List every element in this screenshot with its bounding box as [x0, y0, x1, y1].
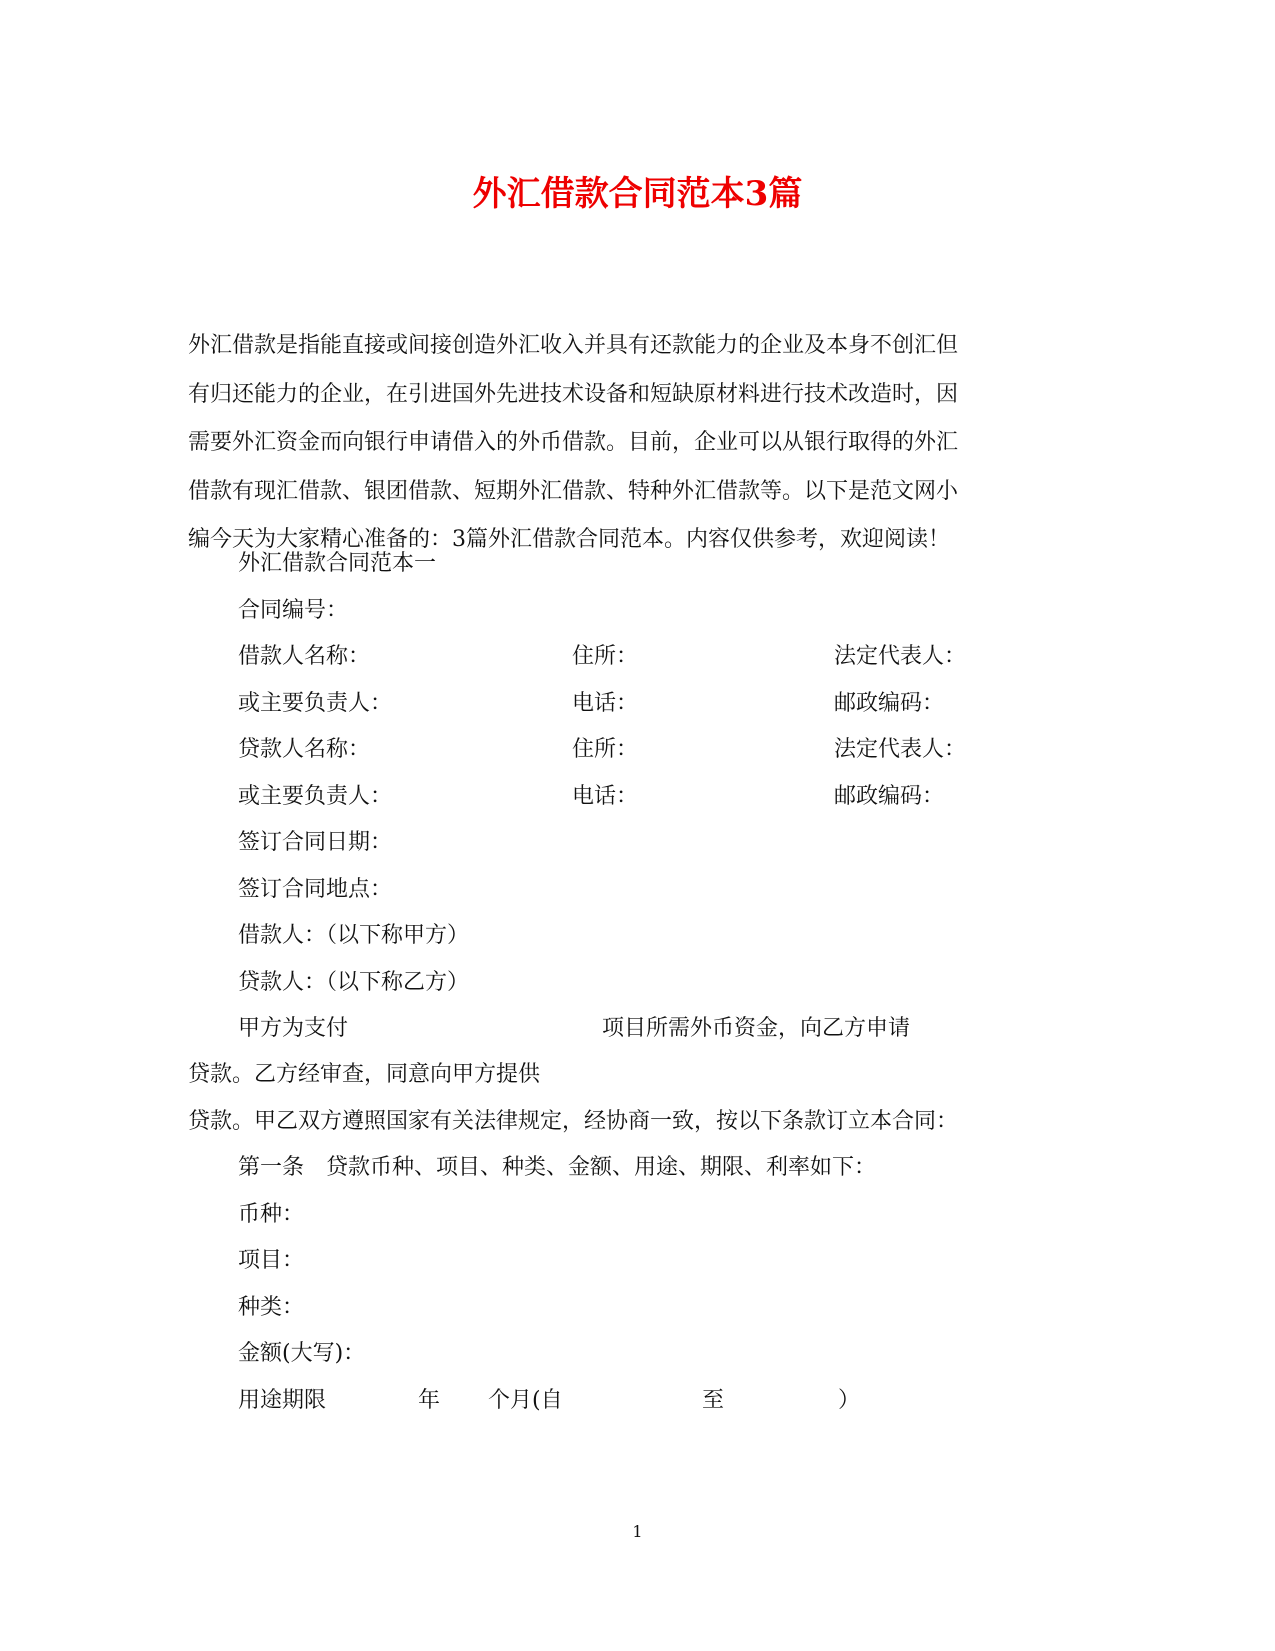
page-number: 1: [632, 1522, 643, 1541]
lender-address-label: 住所：: [572, 737, 639, 762]
intro-paragraph: [188, 322, 1068, 565]
intro-line: 需要外汇资金而向银行申请借入的外币借款。目前，企业可以从银行取得的外汇: [188, 430, 959, 455]
sign-place-label: 签订合同地点：: [238, 877, 393, 902]
contract-number-label: 合同编号：: [238, 598, 349, 623]
lender-postcode-label: 邮政编码：: [834, 784, 945, 809]
borrower-postcode-label: 邮政编码：: [834, 691, 945, 716]
borrower-row: [238, 642, 1038, 672]
purpose-line-1: [238, 1014, 978, 1044]
purpose-text-b: 项目所需外币资金，向乙方申请: [602, 1016, 911, 1041]
document-title: 外汇借款合同范本3篇: [472, 174, 803, 214]
currency-label: 币种：: [238, 1202, 305, 1227]
borrower-head-label: 或主要负责人：: [238, 691, 393, 716]
term-month: 个月(自: [488, 1388, 563, 1413]
term-close: ）: [838, 1388, 861, 1413]
term-label: 用途期限: [238, 1388, 327, 1413]
term-to: 至: [702, 1388, 725, 1413]
lender-name-label: 贷款人名称：: [238, 737, 371, 762]
party-a-label: 借款人：（以下称甲方）: [238, 923, 470, 948]
project-label: 项目：: [238, 1248, 305, 1273]
lender-head-label: 或主要负责人：: [238, 784, 393, 809]
lender-rep-label: 法定代表人：: [834, 737, 967, 762]
term-line: [238, 1386, 878, 1416]
borrower-name-label: 借款人名称：: [238, 644, 371, 669]
sign-date-label: 签订合同日期：: [238, 830, 393, 855]
intro-line: 借款有现汇借款、银团借款、短期外汇借款、特种外汇借款等。以下是范文网小: [188, 478, 959, 504]
purpose-text-a: 甲方为支付: [238, 1016, 349, 1041]
lender-contact-row: [238, 782, 1038, 812]
party-b-label: 贷款人：（以下称乙方）: [238, 970, 470, 995]
purpose-line-3: 贷款。甲乙双方遵照国家有关法律规定，经协商一致，按以下条款订立本合同：: [188, 1109, 959, 1134]
borrower-address-label: 住所：: [572, 644, 639, 669]
term-year: 年: [418, 1388, 441, 1413]
borrower-rep-label: 法定代表人：: [834, 644, 967, 669]
section-heading: 外汇借款合同范本一: [238, 551, 437, 576]
lender-phone-label: 电话：: [572, 784, 639, 809]
intro-line: 外汇借款是指能直接或间接创造外汇收入并具有还款能力的企业及本身不创汇但: [188, 333, 959, 358]
intro-line: 编今天为大家精心准备的：3篇外汇借款合同范本。内容仅供参考，欢迎阅读！: [188, 527, 950, 552]
article-1-heading: 第一条 贷款币种、项目、种类、金额、用途、期限、利率如下：: [238, 1155, 877, 1180]
lender-row: [238, 735, 1038, 765]
borrower-contact-row: [238, 689, 1038, 719]
amount-label: 金额(大写)：: [238, 1341, 366, 1366]
purpose-line-2: 贷款。乙方经审查，同意向甲方提供: [188, 1062, 541, 1087]
borrower-phone-label: 电话：: [572, 691, 639, 716]
kind-label: 种类：: [238, 1295, 305, 1320]
intro-line: 有归还能力的企业，在引进国外先进技术设备和短缺原材料进行技术改造时，因: [188, 381, 959, 407]
